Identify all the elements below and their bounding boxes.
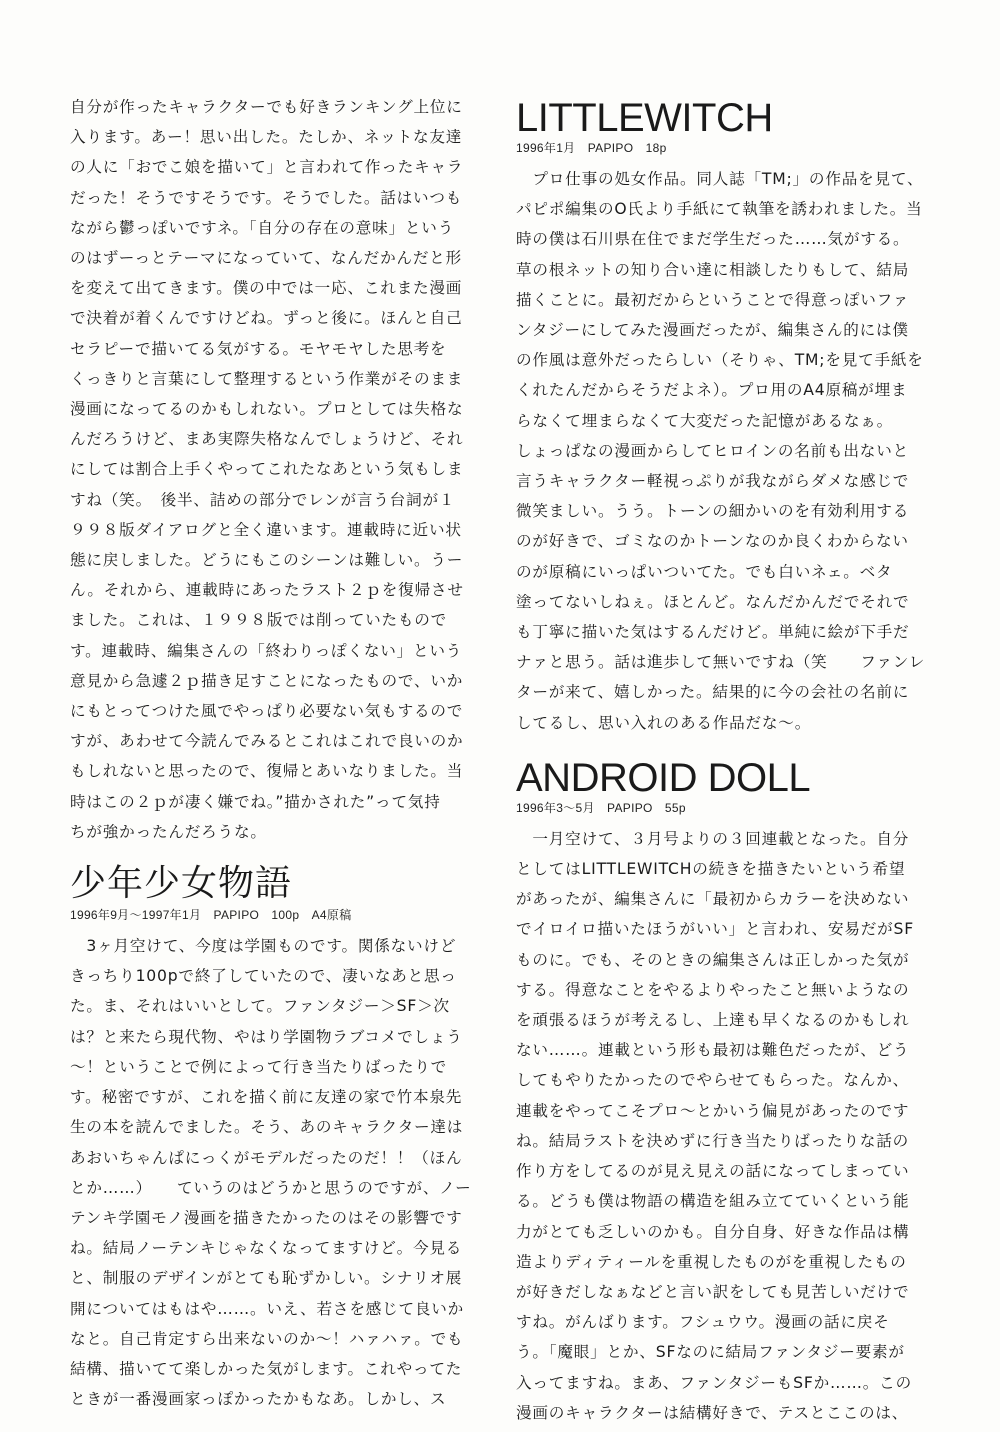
text-line: ん。それから、連載時にあったラスト２ｐを復帰させ: [70, 581, 464, 600]
section-littlewitch: [516, 96, 930, 738]
text-line: 入ってますね。まあ、ファンタジーもSFか……。この: [516, 1373, 912, 1392]
section-title: ANDROID DOLL: [516, 755, 811, 800]
section-title: 少年少女物語: [70, 863, 293, 905]
section-meta: 1996年3～5月 PAPIPO 55p: [516, 800, 686, 815]
text-line: 一月空けて、３月号よりの３回連載となった。自分: [516, 829, 910, 848]
text-line: セラピーで描いてる気がする。モヤモヤした思考を: [70, 339, 447, 358]
text-line: なと。自己肯定すら出来ないのか～！ハァハァ。でも: [70, 1329, 464, 1348]
text-line: ね。結局ラストを決めずに行き当たりばったりな話の: [516, 1131, 909, 1150]
text-line: も丁寧に描いた気はするんだけど。単純に絵が下手だ: [516, 623, 910, 642]
text-line: してもやりたかったのでやらせてもらった。なんか、: [516, 1071, 909, 1090]
section-title: LITTLEWITCH: [516, 96, 773, 140]
text-line: ときが一番漫画家っぽかったかもなあ。しかし、ス: [70, 1390, 447, 1409]
text-line: 作り方をしてるのが見え見えの話になってしまってい: [516, 1162, 910, 1181]
text-line: 3ヶ月空けて、今度は学園ものです。関係ないけど: [70, 937, 457, 956]
text-line: 塗ってないしねぇ。ほとんど。なんだかんだでそれで: [516, 592, 910, 611]
text-line: 力がとても乏しいのかも。自分自身、好きな作品は構: [516, 1222, 910, 1241]
text-line: ちが強かったんだろうな。: [70, 822, 267, 841]
text-line: ～！ということで例によって行き当たりばったりで: [70, 1057, 448, 1076]
text-line: と、制服のデザインがとても恥ずかしい。シナリオ展: [70, 1269, 463, 1288]
text-line: 草の根ネットの知り合い達に相談したりもして、結局: [516, 260, 910, 279]
text-line: らなくて埋まらなくて大変だった記憶があるなぁ。: [516, 411, 894, 430]
text-line: 連載をやってこそプロ～とかいう偏見があったのです: [516, 1101, 910, 1120]
text-line: 漫画のキャラクターは結構好きで、テスとここのは、: [516, 1403, 909, 1422]
text-line: んだろうけど、まあ実際失格なんでしょうけど、それ: [70, 430, 464, 449]
text-line: が好きだしなぁなどと言い訳をしても見苦しいだけで: [516, 1282, 910, 1301]
left-column: [70, 92, 480, 1414]
text-line: を頑張るほうが考えるし、上達も早くなるのかもしれ: [516, 1011, 910, 1030]
text-line: を変えて出てきます。僕の中では一応、これまた漫画: [70, 279, 463, 298]
text-line: としてはLITTLEWITCHの続きを描きたいという希望: [516, 860, 906, 879]
text-line: くっきりと言葉にして整理するという作業がそのまま: [70, 369, 464, 388]
text-line: 漫画になってるのかもしれない。プロとしては失格な: [70, 400, 464, 419]
text-line: ナァと思う。話は進歩して無いですね（笑 ファンレ: [516, 653, 926, 672]
text-line: すが、あわせて今読んでみるとこれはこれで良いのか: [70, 732, 464, 751]
text-line: ターが来て、嬉しかった。結果的に今の会社の名前に: [516, 683, 910, 702]
text-line: 言うキャラクター軽視っぷりが我ながらダメな感じで: [516, 472, 910, 491]
text-line: う。「魔眼」とか、SFなのに結局ファンタジー要素が: [516, 1343, 905, 1362]
text-line: くれたんだからそうだよネ）。プロ用のA4原稿が埋ま: [516, 381, 908, 400]
text-line: ね。結局ノーテンキじゃなくなってますけど。今見る: [70, 1239, 463, 1258]
text-line: だった！そうですそうです。そうでした。話はいつも: [70, 188, 463, 207]
text-line: す。連載時、編集さんの「終わりっぽくない」という: [70, 641, 463, 660]
text-line: ９９８版ダイアログと全く違います。連載時に近い状: [70, 520, 462, 539]
text-line: する。得意なことをやるよりやったこと無いようなの: [516, 980, 910, 999]
text-line: 造よりディティールを重視したものがを重視したもの: [516, 1252, 907, 1271]
text-line: のが原稿にいっぱいついてた。でも白いネェ。ベタ: [516, 562, 893, 581]
text-line: ながら鬱っぽいですネ。「自分の存在の意味」という: [70, 218, 455, 237]
text-line: すね。がんばります。フシュウウ。漫画の話に戻そ: [516, 1313, 890, 1332]
text-line: もしれないと思ったので、復帰とあいなりました。当: [70, 762, 464, 781]
text-line: ンタジーにしてみた漫画だったが、編集さん的には僕: [516, 321, 909, 340]
text-line: 時の僕は石川県在住でまだ学生だった……気がする。: [516, 230, 910, 249]
text-line: にしては割合上手くやってこれたなあという気もしま: [70, 460, 464, 479]
text-line: 結構、描いてて楽しかった気がします。これやってた: [70, 1359, 463, 1378]
text-line: 生の本を読んでました。そう、あのキャラクター達は: [70, 1118, 464, 1137]
text-line: 態に戻しました。どうにもこのシーンは難しい。うー: [70, 551, 464, 570]
text-line: 微笑ましい。うう。トーンの細かいのを有効利用する: [516, 502, 910, 521]
text-line: のが好きで、ゴミなのかトーンなのか良くわからない: [516, 532, 909, 551]
text-line: きっちり100pで終了していたので、凄いなあと思っ: [70, 967, 457, 986]
text-line: 入ります。あー！思い出した。たしか、ネットな友達: [70, 128, 463, 147]
text-line: テンキ学園モノ漫画を描きたかったのはその影響です: [70, 1208, 463, 1227]
text-line: あおいちゃんぱにっくがモデルだったのだ！！（ほん: [70, 1148, 463, 1167]
text-line: にもとってつけた風でやっぱり必要ない気もするので: [70, 702, 464, 721]
text-line: 意見から急遽２ｐ描き足すことになったもので、いか: [70, 671, 464, 690]
text-line: 時はこの２ｐが凄く嫌でね。”描かされた”って気持: [70, 792, 441, 811]
text-line: しょっぱなの漫画からしてヒロインの名前も出ないと: [516, 441, 909, 460]
text-line: プロ仕事の処女作品。同人誌「TM;」の作品を見て、: [516, 170, 924, 188]
text-line: とか……） ていうのはどうかと思うのですが、ノー: [70, 1178, 472, 1197]
text-line: のはずーっとテーマになっていて、なんだかんだと形: [70, 249, 463, 268]
text-line: でイロイロ描いたほうがいい」と言われ、安易だがSF: [516, 920, 914, 939]
text-line: があったが、編集さんに「最初からカラーを決めない: [516, 890, 910, 909]
text-line: 描くことに。最初だからということで得意っぽいファ: [516, 290, 910, 309]
text-line: る。どうも僕は物語の構造を組み立てていくという能: [516, 1192, 910, 1211]
text-line: ものに。でも、そのときの編集さんは正しかった気が: [516, 950, 910, 969]
text-line: すね（笑。 後半、詰めの部分でレンが言う台詞が１: [70, 490, 456, 509]
section-meta: 1996年9月～1997年1月 PAPIPO 100p A4原稿: [70, 908, 352, 923]
section-meta: 1996年1月 PAPIPO 18p: [516, 141, 667, 155]
text-line: してるし、思い入れのある作品だな～。: [516, 713, 812, 732]
text-line: ない……。連載という形も最初は難色だったが、どう: [516, 1041, 910, 1060]
text-line: ました。これは、１９９８版では削っていたもので: [70, 611, 448, 630]
text-line: の作風は意外だったらしい（そりゃ、TM;を見て手紙を: [516, 351, 924, 370]
text-line: パピポ編集のO氏より手紙にて執筆を誘われました。当: [516, 200, 923, 219]
text-line: は？と来たら現代物、やはり学園物ラブコメでしょう: [70, 1027, 463, 1046]
section-android-doll: [516, 756, 930, 1428]
section-shounen-shoujo: [70, 861, 480, 1414]
intro-text: [70, 92, 480, 847]
text-line: 開についてはもはや……。いえ、若さを感じて良いか: [70, 1299, 465, 1318]
text-line: の人に「おでこ娘を描いて」と言われて作ったキャラ: [70, 158, 464, 177]
text-line: 自分が作ったキャラクターでも好きランキング上位に: [70, 98, 463, 116]
text-line: で決着が着くんですけどね。ずっと後に。ほんと自己: [70, 309, 463, 328]
right-column: [516, 96, 930, 1428]
text-line: す。秘密ですが、これを描く前に友達の家で竹本泉先: [70, 1088, 463, 1107]
text-line: た。ま、それはいいとして。ファンタジー＞SF＞次: [70, 997, 450, 1016]
